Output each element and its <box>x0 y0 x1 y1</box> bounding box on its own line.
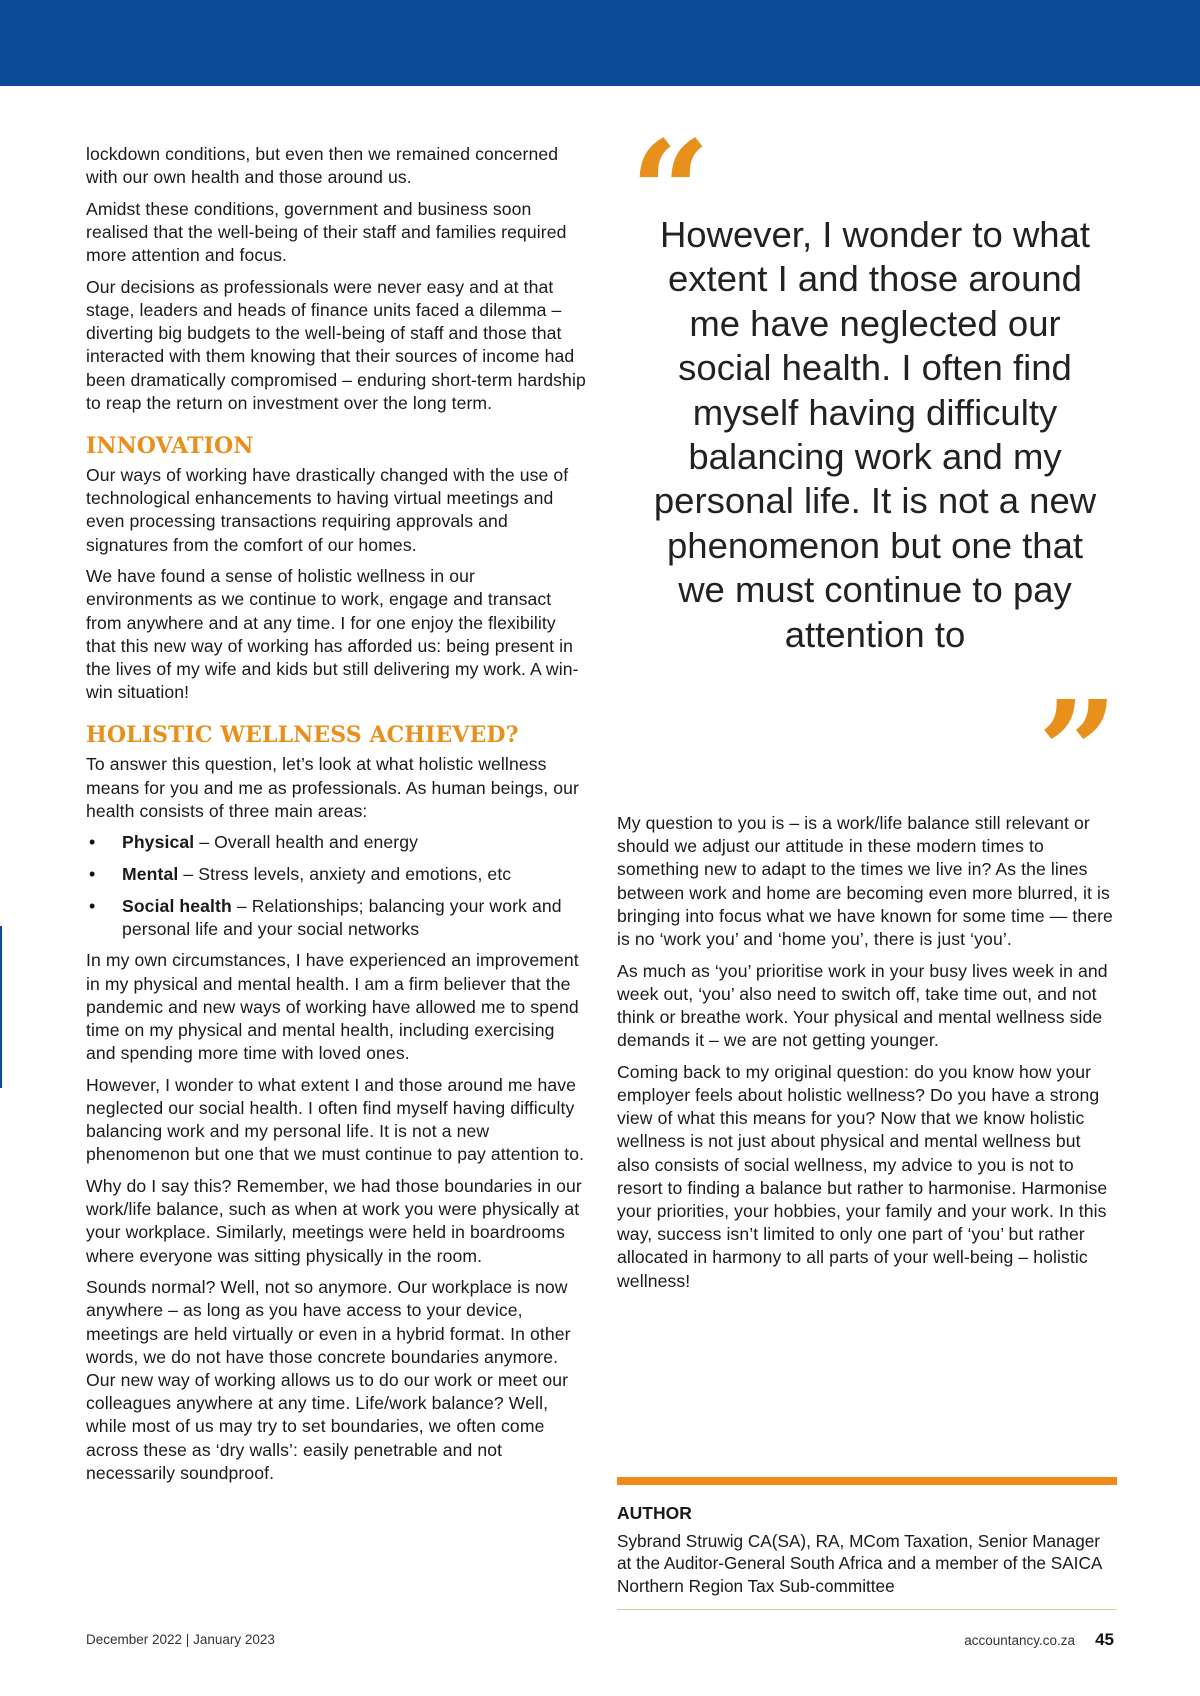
paragraph: In my own circumstances, I have experienced an improvement in my physical and mental health. I am a firm believer that the pandemic and new ways of working have allowed me to spend time on my physical and mental health, including exercising and spending more time with loved ones. <box>86 950 579 1064</box>
paragraph: However, I wonder to what extent I and those around me have neglected our social health. I often find myself having difficulty balancing work and my personal life. It is not a new phenomenon but one that we must continue to pay attention to. <box>86 1074 585 1165</box>
list-item <box>86 895 586 941</box>
author-bottom-divider <box>617 1609 1117 1610</box>
paragraph: Why do I say this? Remember, we had those boundaries in our work/life balance, such as when at work you were physically at your workplace. Similarly, meetings were held in boardrooms where everyone was sitting physically in the room. <box>86 1176 582 1266</box>
pull-quote <box>630 111 1120 835</box>
section-heading-holistic-wellness: HOLISTIC WELLNESS ACHIEVED? <box>86 722 519 749</box>
open-quote-icon: “ <box>630 111 711 275</box>
list-item-text: – Overall health and energy <box>194 832 419 853</box>
paragraph: Coming back to my original question: do you know how your employer feels about holistic wellness? Do you have a strong view of what this means for you? Now that we know holistic wellness is not just about physical and mental wellness but also consists of social wellness, my advice to you is not to resort to finding a balance but rather to harmonise. Harmonise your priorities, your hobbies, your family and your work. In this way, success isn’t limited to only one part of ‘you’ but rather allocated in harmony to all parts of your well-being – holistic wellness! <box>617 1061 1108 1291</box>
paragraph: Amidst these conditions, government and business soon realised that the well-being of their staff and families required more attention and focus. <box>86 198 567 266</box>
paragraph: To answer this question, let’s look at what holistic wellness means for you and me as professionals. As human beings, our health consists of three main areas: <box>86 754 579 821</box>
list-item-text: – Relationships; balancing your work and personal life and your social networks <box>122 895 562 939</box>
health-areas-list <box>86 831 586 941</box>
author-divider <box>617 1477 1117 1485</box>
author-label: AUTHOR <box>617 1503 692 1523</box>
author-bio: Sybrand Struwig CA(SA), RA, MCom Taxation, Senior Manager at the Auditor-General South Africa and a member of the SAICA Northern Region Tax Sub-committee <box>617 1531 1102 1596</box>
top-color-band <box>0 0 1200 86</box>
site-url: accountancy.co.za <box>964 1633 1076 1648</box>
paragraph: We have found a sense of holistic wellness in our environments as we continue to work, engage and transact from anywhere and at any time. I for one enjoy the flexibility that this new way of working has afforded us: being present in the lives of my wife and kids but still delivering my work. A win-win situation! <box>86 566 579 703</box>
paragraph: Sounds normal? Well, not so anymore. Our workplace is now anywhere – as long as you have access to your device, meetings are held virtually or even in a hybrid format. In other words, we do not have those concrete boundaries anymore. Our new way of working allows us to do our work or meet our colleagues anywhere at any time. Life/work balance? Well, while most of us may try to set boundaries, we often come across these as ‘dry walls’: easily penetrable and not necessarily soundproof. <box>86 1277 571 1483</box>
paragraph: lockdown conditions, but even then we remained concerned with our own health and those around us. <box>86 144 559 188</box>
list-item <box>86 863 586 886</box>
left-column <box>86 143 586 1493</box>
list-item <box>86 831 586 854</box>
page-number: 45 <box>1095 1630 1114 1649</box>
issue-date: December 2022 | January 2023 <box>86 1632 275 1647</box>
footer-right <box>964 1630 1114 1650</box>
section-heading-innovation: INNOVATION <box>86 433 254 460</box>
list-item-term: Mental <box>122 864 179 885</box>
author-box <box>617 1502 1117 1597</box>
paragraph: Our decisions as professionals were never easy and at that stage, leaders and heads of finance units faced a dilemma – diverting big budgets to the well-being of staff and those that interacted with them knowing that their sources of income had been dramatically compromised – enduring short-term hardship to reap the return on investment over the long term. <box>86 276 586 413</box>
list-item-text: – Stress levels, anxiety and emotions, etc <box>178 864 512 885</box>
paragraph: Our ways of working have drastically changed with the use of technological enhancements to having virtual meetings and even processing transactions requiring approvals and signatures from the comfort of our homes. <box>86 465 569 555</box>
paragraph: As much as ‘you’ prioritise work in your busy lives week in and week out, ‘you’ also need to switch off, take time out, and not think or breathe work. Your physical and mental wellness side demands it – we are not getting younger. <box>617 960 1108 1051</box>
right-column <box>617 812 1117 1301</box>
paragraph: My question to you is – is a work/life balance still relevant or should we adjust our attitude in these modern times to something new to adapt to the times we live in? As the lines between work and home are becoming even more blurred, it is bringing into focus what we have known for some time — there is no ‘work you’ and ‘home you’, there is just ‘you’. <box>617 813 1113 950</box>
side-accent-rule <box>0 926 2 1088</box>
pull-quote-text: However, I wonder to what extent I and those around me have neglected our social health. I often find myself having difficulty balancing work and my personal life. It is not a new phenomenon but one that we must continue to pay attention to <box>653 214 1097 655</box>
list-item-term: Physical <box>122 832 195 853</box>
close-quote-icon: ” <box>1037 671 1118 835</box>
list-item-term: Social health <box>122 895 232 916</box>
